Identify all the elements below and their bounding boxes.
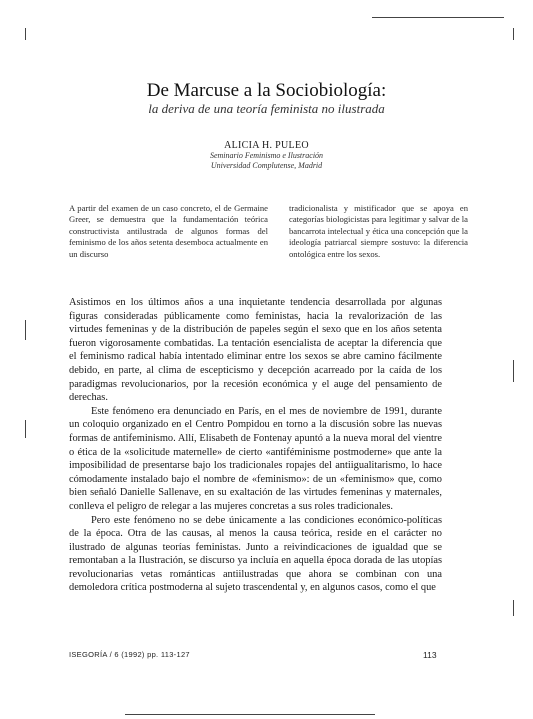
journal-citation: ISEGORÍA / 6 (1992) pp. 113-127 — [69, 650, 190, 659]
abstract-left-column: A partir del examen de un caso concreto, el de Germaine Greer, se demuestra que la fundamentación teórica constructivista antilustrada de algunos formas del feminismo de los años setenta desemboca actualmente en un discurso — [69, 203, 268, 259]
paragraph: Pero este fenómeno no se debe únicamente a las condiciones económico-políticas de la época. Otra de las causas, al menos la causa teórica, reside en el carácter no ilustrado de algunas teorías feministas. Junto a reivindicaciones de igualdad que se remontaban a la Ilustración, se discurso ya incluía en aquella época dorada de las utopías revolucionarias vetas románticas antiilustradas que ahora se combinan con una demoledora crítica postmoderna al sujeto trascendental y, en algunos casos, como el que — [69, 514, 442, 594]
registration-mark — [25, 320, 26, 340]
registration-mark — [513, 600, 514, 616]
body-text — [69, 296, 442, 595]
registration-mark — [25, 28, 26, 40]
author-name: ALICIA H. PULEO — [224, 140, 309, 151]
paragraph: Este fenómeno era denunciado en París, en el mes de noviembre de 1991, durante un coloquio organizado en el Centro Pompidou en torno a la discusión sobre las nuevas formas de antifeminismo. Allí, Elisabeth de Fontenay apuntó a la nueva moral del vientre o ética de la «solicitude maternelle» de cierto «antiféminisme postmoderne» que ante la imposibilidad de presentarse bajo los tradicionales ropajes del antiigualitarismo, lo hace cómodamente instalado bajo el nombre de «feminismo»: de un «feminismo» que, como bien señaló Danielle Sallenave, en su exaltación de las virtudes femeninas y maternales, conlleva el peligro de relegar a las mujeres concretas a sus roles tradicionales. — [69, 405, 442, 512]
page-number: 113 — [423, 650, 437, 660]
affiliation-line: Universidad Complutense, Madrid — [210, 161, 323, 170]
affiliation-line: Seminario Feminismo e Ilustración — [209, 151, 324, 160]
abstract-right-column: tradicionalista y mistificador que se apoya en categorías biologicistas para legitimar y salvar de la bancarrota intelectual y ética una concepción que la ideología patriarcal siempre sostuvo: la diferencia ontológica entre los sexos. — [289, 203, 468, 259]
paragraph: Asistimos en los últimos años a una inquietante tendencia desarrollada por algunas figuras consideradas públicamente como feministas, hacia la revalorización de las virtudes femeninas y de la distribución de papeles según el sexo que en los años setenta fueron vigorosamente combatidas. La tentación esencialista de aceptar la diferencia que el feminismo radical había intentado eliminar entre los sexos se abre camino fácilmente debido, en parte, al clima de escepticismo y decepción acarreado por la caída de los paradigmas revolucionarios, por la recesión económica y el auge del pensamiento de derechas. — [69, 297, 442, 404]
registration-mark — [513, 28, 514, 40]
registration-mark — [372, 17, 504, 18]
registration-mark — [125, 714, 375, 715]
registration-mark — [25, 420, 26, 438]
registration-mark — [513, 360, 514, 382]
article-subtitle: la deriva de una teoría feminista no ilustrada — [148, 101, 385, 116]
article-title: De Marcuse a la Sociobiología: — [146, 80, 387, 101]
